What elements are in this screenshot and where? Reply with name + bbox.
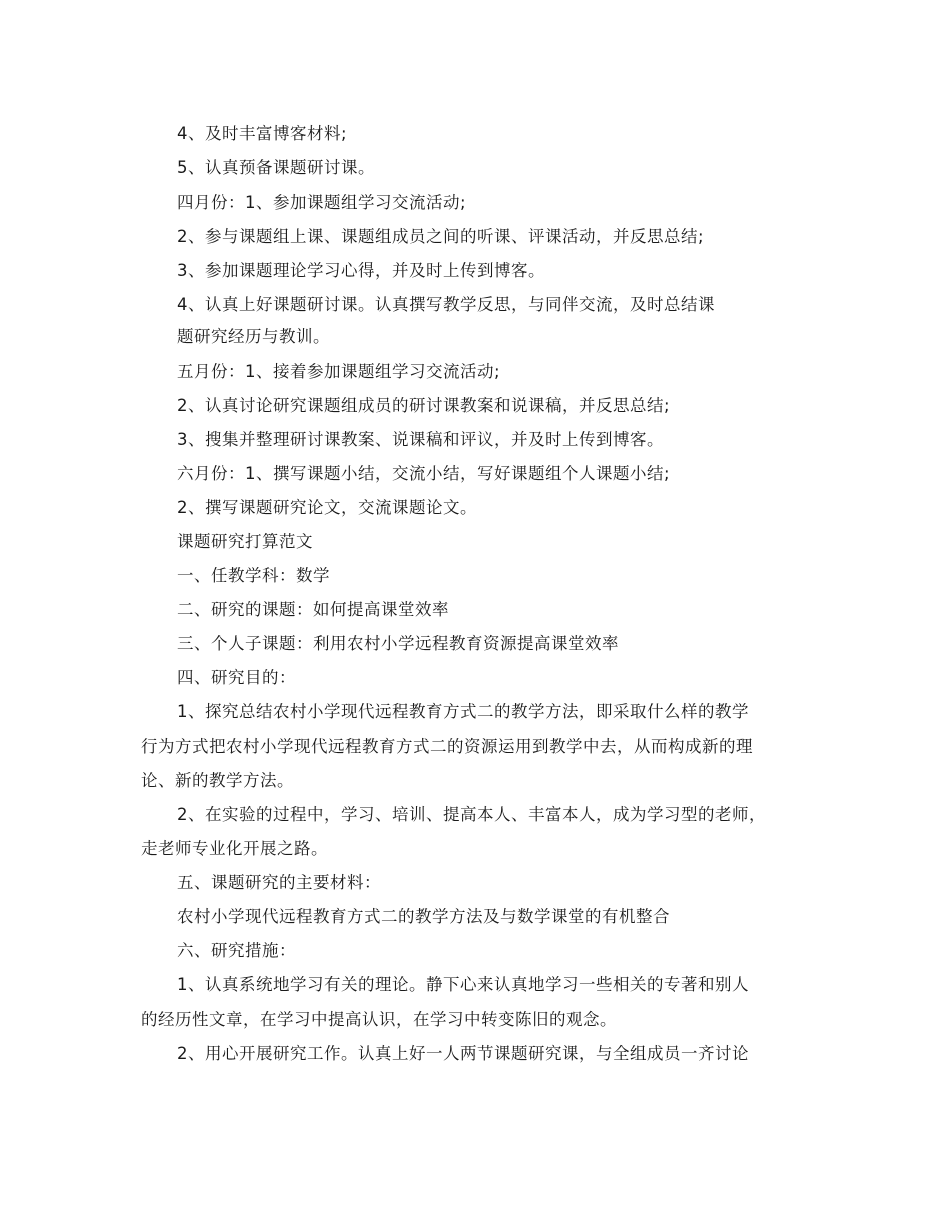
text-line: 五、课题研究的主要材料：	[177, 873, 381, 892]
text-line: 3、搜集并整理研讨课教案、说课稿和评议，并及时上传到博客。	[177, 430, 664, 449]
text-line: 一、任教学科：数学	[177, 566, 330, 585]
text-line: 2、撰写课题研究论文，交流课题论文。	[177, 498, 477, 517]
text-line: 五月份：1、接着参加课题组学习交流活动;	[177, 362, 501, 381]
text-line: 4、及时丰富博客材料;	[177, 124, 348, 143]
text-line: 六月份：1、撰写课题小结，交流小结，写好课题组个人课题小结;	[177, 464, 671, 483]
text-line: 四、研究目的：	[177, 668, 296, 687]
text-line: 的经历性文章，在学习中提高认识，在学习中转变陈旧的观念。	[141, 1010, 617, 1029]
text-line: 2、参与课题组上课、课题组成员之间的听课、评课活动，并反思总结;	[177, 227, 705, 246]
text-line: 1、探究总结农村小学现代远程教育方式二的教学方法，即采取什么样的教学	[177, 702, 749, 721]
text-line: 4、认真上好课题研讨课。认真撰写教学反思，与同伴交流，及时总结课	[177, 295, 715, 314]
text-line: 3、参加课题理论学习心得，并及时上传到博客。	[177, 261, 545, 280]
text-line: 2、认真讨论研究课题组成员的研讨课教案和说课稿，并反思总结;	[177, 396, 671, 415]
text-line: 1、认真系统地学习有关的理论。静下心来认真地学习一些相关的专著和别人	[177, 975, 749, 994]
text-line: 走老师专业化开展之路。	[141, 839, 328, 858]
text-line: 行为方式把农村小学现代远程教育方式二的资源运用到教学中去，从而构成新的理	[141, 737, 753, 756]
text-line: 2、用心开展研究工作。认真上好一人两节课题研究课，与全组成员一齐讨论	[177, 1044, 749, 1063]
text-line: 题研究经历与教训。	[177, 327, 330, 346]
text-line: 论、新的教学方法。	[141, 771, 294, 790]
text-line: 六、研究措施：	[177, 941, 296, 960]
section-title: 课题研究打算范文	[177, 532, 313, 551]
text-line: 二、研究的课题：如何提高课堂效率	[177, 600, 449, 619]
text-line: 5、认真预备课题研讨课。	[177, 158, 375, 177]
text-line: 四月份：1、参加课题组学习交流活动;	[177, 193, 467, 212]
text-line: 农村小学现代远程教育方式二的教学方法及与数学课堂的有机整合	[177, 907, 670, 926]
text-line: 2、在实验的过程中，学习、培训、提高本人、丰富本人，成为学习型的老师，	[177, 805, 766, 824]
text-line: 三、个人子课题：利用农村小学远程教育资源提高课堂效率	[177, 634, 619, 653]
